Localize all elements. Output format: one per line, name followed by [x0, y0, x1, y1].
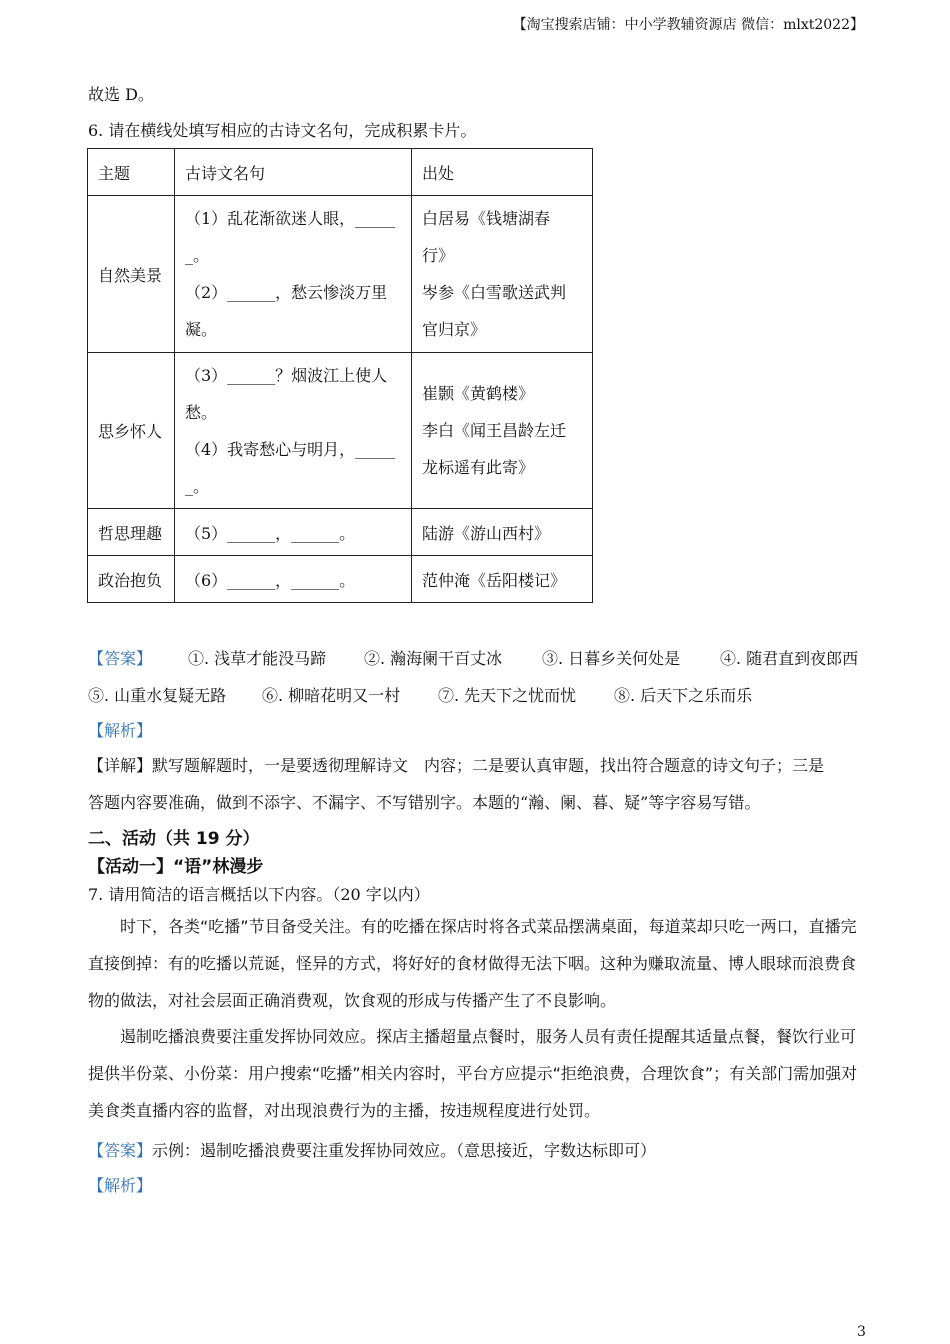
table-row [88, 196, 593, 353]
poem-line: _。 [185, 476, 210, 496]
source-line: 白居易《钱塘湖春 [422, 209, 551, 228]
poem-line: _。 [185, 246, 210, 265]
table-row [88, 353, 593, 509]
page-header: 【淘宝搜索店铺：中小学教辅资源店 微信：mlxt2022】 [512, 17, 864, 33]
detail-line-1 [88, 753, 824, 776]
source-cell [412, 353, 593, 509]
source-line: 岑参《白雪歌送武判 [422, 283, 567, 302]
answer-text: 示例：遏制吃播浪费要注重发挥协同效应。（意思接近，字数达标即可） [152, 1141, 657, 1160]
source-line: 龙标遥有此寄》 [422, 458, 535, 477]
answer-item: ⑤. 山重水复疑无路 [88, 686, 227, 705]
source-line: 官归京》 [422, 320, 487, 339]
lines-cell: （6）______，______。 [175, 556, 412, 603]
question-7-prompt: 7. 请用简洁的语言概括以下内容。（20 字以内） [88, 885, 430, 904]
accumulation-card-table [87, 148, 593, 603]
poem-line: （2）______，愁云惨淡万里 [185, 283, 388, 302]
source-cell: 陆游《游山西村》 [412, 509, 593, 556]
answer-item: ⑦. 先天下之忧而忧 [438, 686, 577, 705]
activity-heading: 【活动一】“语”林漫步 [88, 857, 264, 877]
question-7-answer [88, 1138, 656, 1161]
answer-conclusion: 故选 D。 [88, 85, 154, 104]
poem-line: 愁。 [185, 402, 218, 422]
answer-item: ④. 随君直到夜郎西 [720, 649, 859, 668]
page-number: 3 [857, 1324, 866, 1340]
table-row [88, 509, 593, 556]
theme-cell: 政治抱负 [88, 556, 175, 603]
source-line: 崔颢《黄鹤楼》 [422, 384, 535, 403]
analysis-label: 【解析】 [88, 1176, 153, 1195]
answer-item: ⑥. 柳暗花明又一村 [262, 686, 401, 705]
poem-line: （1）乱花渐欲迷人眼，_____ [185, 209, 396, 228]
header-cell-lines: 古诗文名句 [175, 149, 412, 196]
lines-cell [175, 196, 412, 353]
theme-cell: 自然美景 [88, 196, 175, 353]
table-row [88, 556, 593, 603]
source-cell: 范仲淹《岳阳楼记》 [412, 556, 593, 603]
lines-cell [175, 353, 412, 509]
header-cell-source: 出处 [412, 149, 593, 196]
answer-item: ⑧. 后天下之乐而乐 [614, 686, 753, 705]
question-6-prompt: 6. 请在横线处填写相应的古诗文名句，完成积累卡片。 [88, 121, 477, 140]
passage-paragraph-2: 遏制吃播浪费要注重发挥协同效应。探店主播超量点餐时，服务人员有责任提醒其适量点餐，餐饮行业可提供半份菜、小份菜：用户搜索“吃播”相关内容时，平台方应提示“拒绝浪费，合理饮食”；有关部门需加强对美食类直播内容的监督，对出现浪费行为的主播，按违规程度进行处罚。 [88, 1027, 858, 1120]
answer-item: ③. 日暮乡关何处是 [542, 649, 681, 668]
poem-line: 凝。 [185, 320, 218, 339]
poem-line: （3）______？烟波江上使人 [185, 365, 388, 385]
analysis-label: 【解析】 [88, 721, 153, 740]
theme-cell: 思乡怀人 [88, 353, 175, 509]
source-line: 行》 [422, 246, 455, 265]
header-cell-theme: 主题 [88, 149, 175, 196]
answer-label: 【答案】 [88, 1141, 153, 1160]
detail-text: 默写题解题时，一是要透彻理解诗文 内容；二是要认真审题，找出符合题意的诗文句子；三是 [152, 756, 825, 775]
poem-line: （4）我寄愁心与明月，_____ [185, 439, 396, 459]
answer-item: ①. 浅草才能没马蹄 [188, 649, 327, 668]
lines-cell: （5）______，______。 [175, 509, 412, 556]
table-header-row [88, 149, 593, 196]
answer-item: ②. 瀚海阑干百丈冰 [364, 649, 503, 668]
passage-paragraph-1: 时下，各类“吃播”节目备受关注。有的吃播在探店时将各式菜品摆满桌面，每道菜却只吃一两口，直播完直接倒掉：有的吃播以荒诞，怪异的方式，将好好的食材做得无法下咽。这种为赚取流量、博人眼球而浪费食物的做法，对社会层面正确消费观，饮食观的形成与传播产生了不良影响。 [88, 917, 857, 1010]
answer-label: 【答案】 [88, 649, 153, 668]
source-line: 李白《闻王昌龄左迁 [422, 421, 567, 440]
detail-line-2: 答题内容要准确，做到不添字、不漏字、不写错别字。本题的“瀚、阑、暮、疑”等字容易写错。 [88, 793, 761, 812]
source-cell [412, 196, 593, 353]
detail-label: 【详解】 [88, 756, 153, 775]
theme-cell: 哲思理趣 [88, 509, 175, 556]
section-heading: 二、活动（共 19 分） [88, 829, 260, 849]
